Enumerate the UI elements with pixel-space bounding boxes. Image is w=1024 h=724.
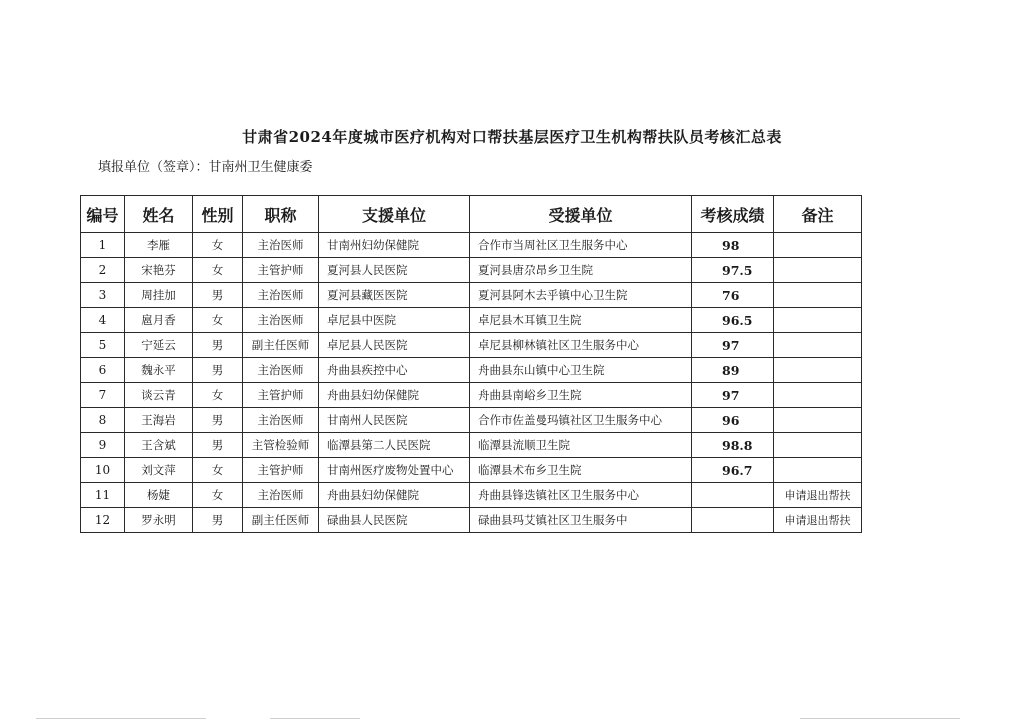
cell-gender: 女 — [193, 383, 243, 408]
header-no: 编号 — [81, 196, 125, 233]
cell-rank: 主治医师 — [243, 233, 319, 258]
cell-receive-unit: 临潭县术布乡卫生院 — [470, 458, 692, 483]
cell-note — [774, 408, 862, 433]
cell-no: 7 — [81, 383, 125, 408]
cell-name: 李雁 — [125, 233, 193, 258]
cell-support-unit: 舟曲县妇幼保健院 — [319, 383, 470, 408]
cell-name: 王含斌 — [125, 433, 193, 458]
cell-name: 谈云青 — [125, 383, 193, 408]
cell-rank: 主管检验师 — [243, 433, 319, 458]
cell-name: 宁延云 — [125, 333, 193, 358]
cell-score: 97 — [692, 333, 774, 358]
header-gender: 性别 — [193, 196, 243, 233]
cell-support-unit: 夏河县藏医医院 — [319, 283, 470, 308]
table-row — [81, 508, 862, 533]
header-support-unit: 支援单位 — [319, 196, 470, 233]
cell-note: 申请退出帮扶 — [774, 508, 862, 533]
cell-support-unit: 舟曲县疾控中心 — [319, 358, 470, 383]
table-row — [81, 383, 862, 408]
cell-name: 王海岩 — [125, 408, 193, 433]
cell-no: 4 — [81, 308, 125, 333]
cell-name: 刘文萍 — [125, 458, 193, 483]
table-row — [81, 433, 862, 458]
cell-support-unit: 碌曲县人民医院 — [319, 508, 470, 533]
cell-note — [774, 283, 862, 308]
table-row — [81, 308, 862, 333]
header-receive-unit: 受援单位 — [470, 196, 692, 233]
cell-support-unit: 卓尼县人民医院 — [319, 333, 470, 358]
cell-gender: 男 — [193, 433, 243, 458]
cell-score: 98.8 — [692, 433, 774, 458]
cell-rank: 主治医师 — [243, 358, 319, 383]
cell-no: 2 — [81, 258, 125, 283]
cell-no: 1 — [81, 233, 125, 258]
cell-no: 8 — [81, 408, 125, 433]
cell-no: 10 — [81, 458, 125, 483]
cell-support-unit: 夏河县人民医院 — [319, 258, 470, 283]
table-row — [81, 283, 862, 308]
page-title: 甘肃省2024年度城市医疗机构对口帮扶基层医疗卫生机构帮扶队员考核汇总表 — [242, 128, 782, 146]
cell-note — [774, 233, 862, 258]
cell-score: 76 — [692, 283, 774, 308]
cell-rank: 主管护师 — [243, 383, 319, 408]
cell-name: 魏永平 — [125, 358, 193, 383]
cell-receive-unit: 舟曲县东山镇中心卫生院 — [470, 358, 692, 383]
cell-receive-unit: 碌曲县玛艾镇社区卫生服务中 — [470, 508, 692, 533]
cell-receive-unit: 合作市佐盖曼玛镇社区卫生服务中心 — [470, 408, 692, 433]
cell-support-unit: 卓尼县中医院 — [319, 308, 470, 333]
cell-score: 89 — [692, 358, 774, 383]
cell-no: 3 — [81, 283, 125, 308]
cell-no: 5 — [81, 333, 125, 358]
cell-note — [774, 333, 862, 358]
cell-receive-unit: 舟曲县南峪乡卫生院 — [470, 383, 692, 408]
table-row — [81, 258, 862, 283]
cell-support-unit: 舟曲县妇幼保健院 — [319, 483, 470, 508]
cell-rank: 主治医师 — [243, 283, 319, 308]
cell-score: 96.7 — [692, 458, 774, 483]
header-rank: 职称 — [243, 196, 319, 233]
cell-note — [774, 433, 862, 458]
cell-receive-unit: 临潭县流顺卫生院 — [470, 433, 692, 458]
cell-gender: 男 — [193, 408, 243, 433]
scan-edge-mark — [36, 718, 206, 719]
cell-support-unit: 甘南州人民医院 — [319, 408, 470, 433]
summary-table — [80, 195, 862, 533]
scan-edge-mark — [800, 718, 960, 719]
cell-support-unit: 临潭县第二人民医院 — [319, 433, 470, 458]
cell-note — [774, 458, 862, 483]
header-note: 备注 — [774, 196, 862, 233]
cell-gender: 女 — [193, 458, 243, 483]
cell-score — [692, 483, 774, 508]
cell-receive-unit: 夏河县阿木去乎镇中心卫生院 — [470, 283, 692, 308]
cell-name: 宋艳芬 — [125, 258, 193, 283]
cell-name: 罗永明 — [125, 508, 193, 533]
cell-receive-unit: 卓尼县木耳镇卫生院 — [470, 308, 692, 333]
cell-no: 12 — [81, 508, 125, 533]
cell-receive-unit: 卓尼县柳林镇社区卫生服务中心 — [470, 333, 692, 358]
scan-edge-mark — [270, 718, 360, 719]
cell-receive-unit: 合作市当周社区卫生服务中心 — [470, 233, 692, 258]
cell-name: 周挂加 — [125, 283, 193, 308]
cell-score: 96.5 — [692, 308, 774, 333]
cell-gender: 男 — [193, 358, 243, 383]
cell-gender: 女 — [193, 258, 243, 283]
cell-rank: 主管护师 — [243, 258, 319, 283]
cell-gender: 男 — [193, 508, 243, 533]
header-name: 姓名 — [125, 196, 193, 233]
table-row — [81, 408, 862, 433]
cell-note — [774, 258, 862, 283]
cell-note — [774, 308, 862, 333]
cell-no: 6 — [81, 358, 125, 383]
cell-gender: 男 — [193, 283, 243, 308]
cell-gender: 女 — [193, 233, 243, 258]
cell-score: 98 — [692, 233, 774, 258]
cell-rank: 副主任医师 — [243, 333, 319, 358]
cell-gender: 女 — [193, 308, 243, 333]
cell-note — [774, 358, 862, 383]
cell-score: 97.5 — [692, 258, 774, 283]
cell-note — [774, 383, 862, 408]
table-row — [81, 358, 862, 383]
cell-score: 97 — [692, 383, 774, 408]
cell-rank: 副主任医师 — [243, 508, 319, 533]
cell-score — [692, 508, 774, 533]
cell-gender: 男 — [193, 333, 243, 358]
cell-gender: 女 — [193, 483, 243, 508]
cell-no: 11 — [81, 483, 125, 508]
cell-no: 9 — [81, 433, 125, 458]
filler-unit: 填报单位（签章）：甘南州卫生健康委 — [98, 160, 313, 175]
cell-score: 96 — [692, 408, 774, 433]
table-row — [81, 483, 862, 508]
cell-support-unit: 甘南州医疗废物处置中心 — [319, 458, 470, 483]
table-row — [81, 458, 862, 483]
table-row — [81, 333, 862, 358]
cell-note: 申请退出帮扶 — [774, 483, 862, 508]
cell-receive-unit: 舟曲县锋迭镇社区卫生服务中心 — [470, 483, 692, 508]
cell-name: 扈月香 — [125, 308, 193, 333]
table-row — [81, 233, 862, 258]
cell-rank: 主治医师 — [243, 308, 319, 333]
cell-rank: 主治医师 — [243, 483, 319, 508]
table-header-row — [81, 196, 862, 233]
cell-support-unit: 甘南州妇幼保健院 — [319, 233, 470, 258]
cell-receive-unit: 夏河县唐尕昂乡卫生院 — [470, 258, 692, 283]
cell-rank: 主管护师 — [243, 458, 319, 483]
header-score: 考核成绩 — [692, 196, 774, 233]
cell-rank: 主治医师 — [243, 408, 319, 433]
cell-name: 杨婕 — [125, 483, 193, 508]
